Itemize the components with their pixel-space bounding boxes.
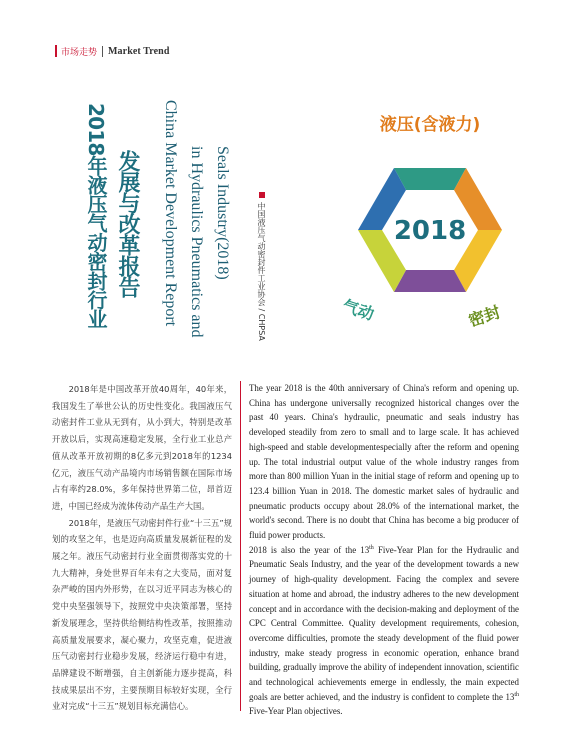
column-divider — [240, 381, 241, 711]
title-zh-line2: 2018年液压气动密封行业 — [84, 103, 108, 329]
superscript: th — [369, 544, 374, 551]
body-zh-column — [52, 381, 232, 715]
logo-segment-1 — [394, 168, 466, 190]
body-en-paragraph-1: The year 2018 is the 40th anniversary of China's reform and opening up. China has undergone universally recognized historical changes over the past 40 years. China's hydraulic, pneumatic and seals industry has developed steadily from zero to small and to large scale. It has achieved high-speed and stable developmentespecially after the reform and opening up. The total industrial output value of the whole industry ranges from more than 800 million Yuan in the initial stage of reform and opening up to 123.4 billion Yuan in 2018. The domestic market sales of hydraulic and pneumatic products occupy about 28.0% of the international market, the world's second. There is no doubt that China has become a big producer of fluid power products. — [249, 383, 519, 541]
section-label-zh: 市场走势 — [61, 47, 98, 58]
organization-text: 中国液压气动密封件工业协会 / CHPSA — [257, 202, 266, 341]
header-accent-bar — [55, 45, 57, 57]
body-en-column — [249, 381, 519, 719]
logo-left-label: 气动 — [340, 295, 377, 324]
logo-right-label: 密封 — [466, 302, 503, 331]
body-en-text: Five-Year Plan for the Hydraulic and Pneumatic Seals Industry, and the year of the development towards a new journey of high-quality development. Facing the complex and severe situation at home and abroad, the industry adheres to the new development concept and in accordance with the decision-making and deployment of the CPC Central Committee. Quality development requirements, cohesion, overcome difficulties, promote the steady development of the fluid power industry, make steady progress in economic operation, enhance brand building, gradually improve the ability of independent innovation, scientific and technological achievements emerge in endlessly, the main expected goals are better achieved, and the industry is confident to complete the 13 — [249, 544, 519, 702]
title-en-line1: Seals Industry(2018) — [214, 146, 231, 280]
logo-segment-4 — [394, 270, 466, 292]
title-en-line2: in Hydraulics Pneumatics and — [188, 146, 205, 338]
section-header — [55, 44, 170, 58]
section-label-en: Market Trend — [108, 45, 170, 57]
body-en-text: 2018 is also the year of the 13 — [249, 544, 370, 555]
body-zh-paragraph: 2018年是中国改革开放40周年，40年来，我国发生了举世公认的历史性变化。我国液压气动密封件工业从无到有，从小到大，特别是改革开放以后，实现高速稳定发展，全行业工业总产值从改革开放初期的8亿多元到2018年的1234亿元，液压气动产品境内市场销售额在国际市场占有率约28.0%，多年保持世界第二位，昂首迈进，中国已经成为流体传动产品生产大国。 — [52, 384, 232, 511]
title-en-line3: China Market Development Report — [162, 100, 179, 327]
body-en-paragraph-2 — [249, 543, 519, 719]
body-en-text: Five-Year Plan objectives. — [249, 706, 343, 717]
body-zh-paragraph: 2018年，是液压气动密封件行业“十三五”规划的攻坚之年，也是迈向高质量发展新征程的发展之年。液压气动密封行业全面贯彻落实党的十九大精神，身处世界百年未有之大变局，面对复杂严峻的国内外形势，在以习近平同志为核心的党中央坚强领导下，按照党中央决策部署，坚持新发展理念，坚持供给侧结构性改革，按照推动高质量发展要求，凝心聚力，攻坚克难，促进液压气动密封行业稳步发展，经济运行稳中有进，品牌建设不断增强，自主创新能力逐步提高，科技成果层出不穷，主要预期目标较好实现，全行业对完成“十三五”规划目标充满信心。 — [52, 517, 232, 712]
org-marker — [259, 192, 265, 198]
organization-label — [256, 192, 267, 341]
logo-year: 2018 — [393, 216, 467, 246]
logo-top-label: 液压(含液力) — [379, 115, 481, 135]
superscript: th — [514, 691, 519, 698]
title-zh-line1: 发展与改革报告 — [115, 150, 140, 297]
hydraulic-pneumatic-seal-logo — [330, 106, 530, 332]
header-separator — [102, 46, 103, 57]
